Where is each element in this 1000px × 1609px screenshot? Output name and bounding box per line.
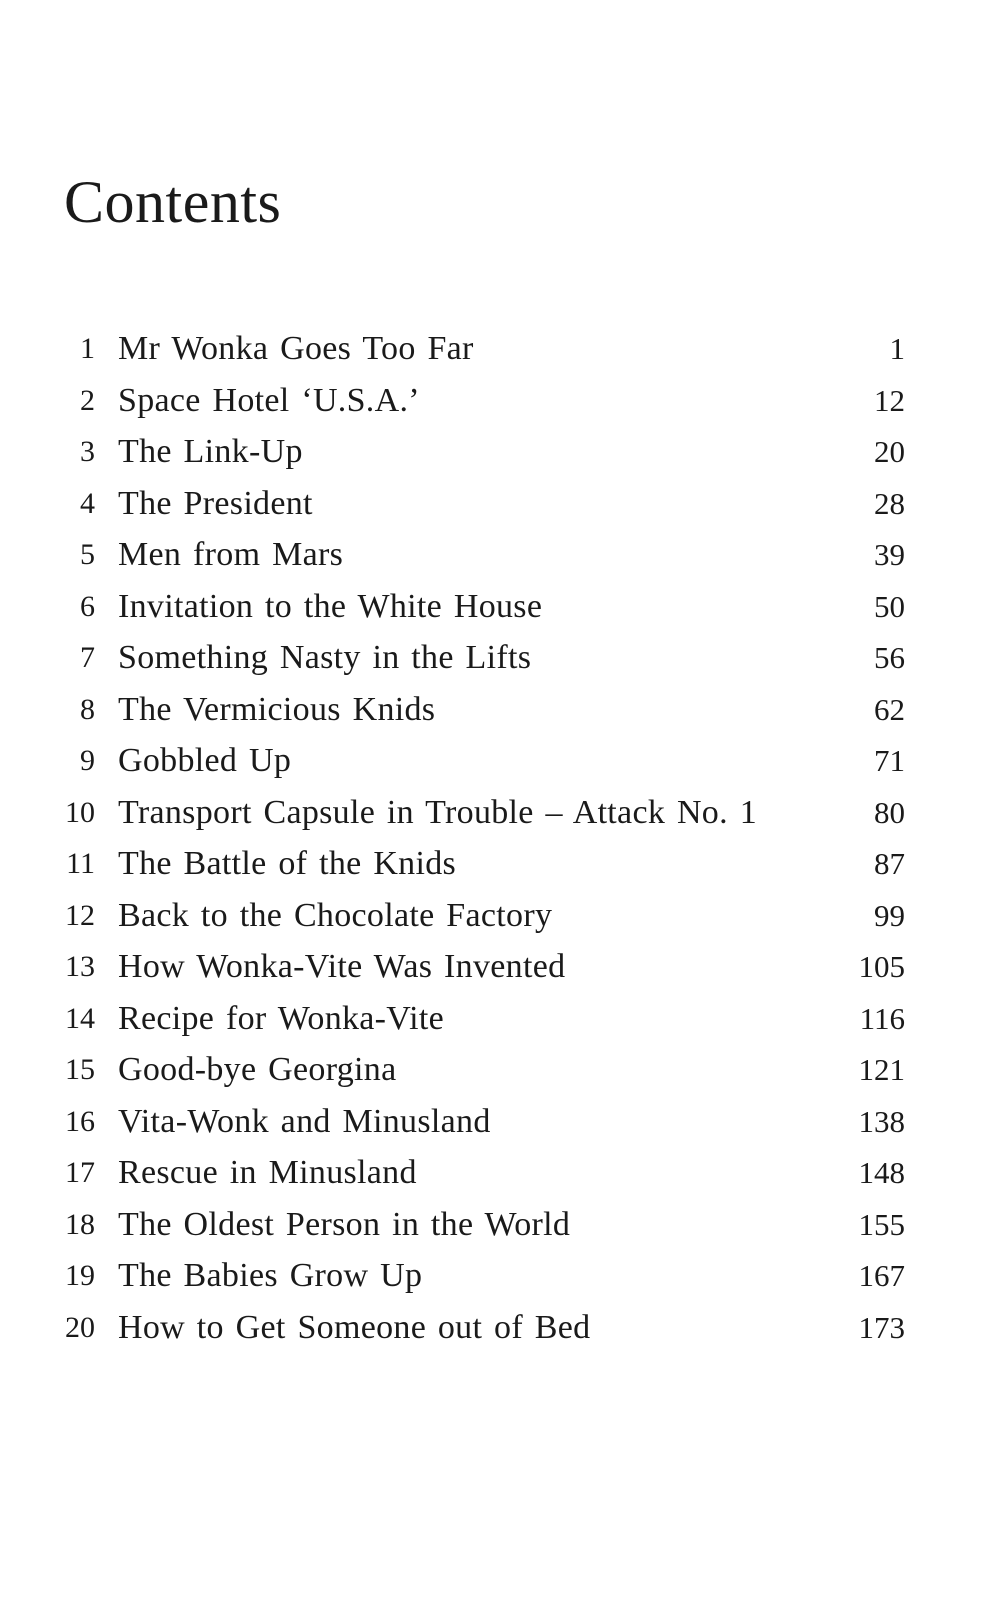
table-of-contents [0, 323, 1000, 1353]
toc-entry [0, 787, 1000, 839]
page-number: 62 [874, 691, 905, 727]
chapter-number: 4 [80, 486, 95, 520]
toc-entry [0, 890, 1000, 942]
toc-entry [0, 426, 1000, 478]
toc-entry [0, 735, 1000, 787]
chapter-number: 17 [65, 1156, 95, 1189]
chapter-number: 19 [65, 1259, 95, 1292]
toc-entry [0, 993, 1000, 1045]
chapter-number: 7 [80, 641, 95, 674]
toc-entry [0, 684, 1000, 736]
chapter-title: Mr Wonka Goes Too Far [118, 330, 474, 367]
page-number: 71 [874, 743, 905, 778]
chapter-number: 18 [65, 1207, 95, 1241]
chapter-title: Back to the Chocolate Factory [118, 896, 553, 934]
chapter-title: The Link-Up [118, 433, 303, 470]
chapter-title: Invitation to the White House [118, 587, 543, 625]
chapter-title: The Babies Grow Up [118, 1257, 423, 1294]
page-number: 121 [858, 1052, 905, 1087]
chapter-title: Rescue in Minusland [118, 1154, 417, 1191]
page-number: 28 [874, 485, 905, 521]
chapter-title: Something Nasty in the Lifts [118, 639, 532, 676]
page-number: 50 [874, 588, 905, 624]
chapter-title: How to Get Someone out of Bed [118, 1308, 591, 1346]
page-number: 148 [858, 1155, 905, 1190]
page-title: Contents [64, 169, 282, 235]
chapter-title: Vita-Wonk and Minusland [118, 1102, 491, 1140]
chapter-title: How Wonka-Vite Was Invented [118, 948, 566, 985]
chapter-title: The Oldest Person in the World [118, 1205, 571, 1243]
toc-entry [0, 632, 1000, 684]
page-number: 87 [874, 846, 905, 881]
page-number: 138 [858, 1103, 905, 1139]
chapter-number: 14 [65, 1001, 95, 1035]
page-number: 39 [874, 537, 905, 572]
chapter-number: 16 [65, 1104, 95, 1138]
page-number: 116 [859, 1000, 905, 1036]
toc-entry [0, 941, 1000, 993]
chapter-title: The Vermicious Knids [118, 690, 436, 728]
page-number: 173 [858, 1309, 905, 1345]
toc-entry [0, 1096, 1000, 1148]
page-number: 12 [874, 382, 905, 418]
chapter-number: 6 [80, 589, 95, 623]
chapter-number: 3 [80, 435, 95, 468]
chapter-number: 11 [66, 847, 95, 880]
chapter-number: 9 [80, 744, 95, 777]
toc-entry [0, 1302, 1000, 1354]
page-number: 56 [874, 640, 905, 675]
chapter-title: Space Hotel ‘U.S.A.’ [118, 381, 420, 419]
chapter-number: 10 [65, 795, 95, 829]
chapter-number: 15 [65, 1053, 95, 1086]
page-number: 167 [858, 1258, 905, 1293]
toc-entry [0, 323, 1000, 375]
page-number: 20 [874, 434, 905, 469]
chapter-title: Transport Capsule in Trouble – Attack No. 1 [118, 793, 757, 831]
chapter-number: 12 [65, 898, 95, 932]
toc-entry [0, 581, 1000, 633]
toc-entry [0, 1199, 1000, 1251]
chapter-title: The Battle of the Knids [118, 845, 457, 882]
chapter-number: 13 [65, 950, 95, 983]
chapter-title: Gobbled Up [118, 742, 292, 779]
chapter-title: Good-bye Georgina [118, 1051, 397, 1088]
toc-entry [0, 375, 1000, 427]
chapter-number: 1 [80, 332, 95, 365]
page-number: 99 [874, 897, 905, 933]
page-number: 155 [858, 1206, 905, 1242]
page-number: 105 [858, 949, 905, 984]
toc-entry [0, 838, 1000, 890]
toc-entry [0, 478, 1000, 530]
chapter-title: The President [118, 484, 313, 522]
chapter-number: 8 [80, 692, 95, 726]
toc-entry [0, 1250, 1000, 1302]
chapter-number: 2 [80, 383, 95, 417]
chapter-number: 5 [80, 538, 95, 571]
chapter-title: Men from Mars [118, 536, 344, 573]
page-number: 1 [889, 331, 905, 366]
chapter-number: 20 [65, 1310, 95, 1344]
page-number: 80 [874, 794, 905, 830]
toc-entry [0, 1147, 1000, 1199]
toc-entry [0, 1044, 1000, 1096]
chapter-title: Recipe for Wonka-Vite [118, 999, 445, 1037]
toc-entry [0, 529, 1000, 581]
